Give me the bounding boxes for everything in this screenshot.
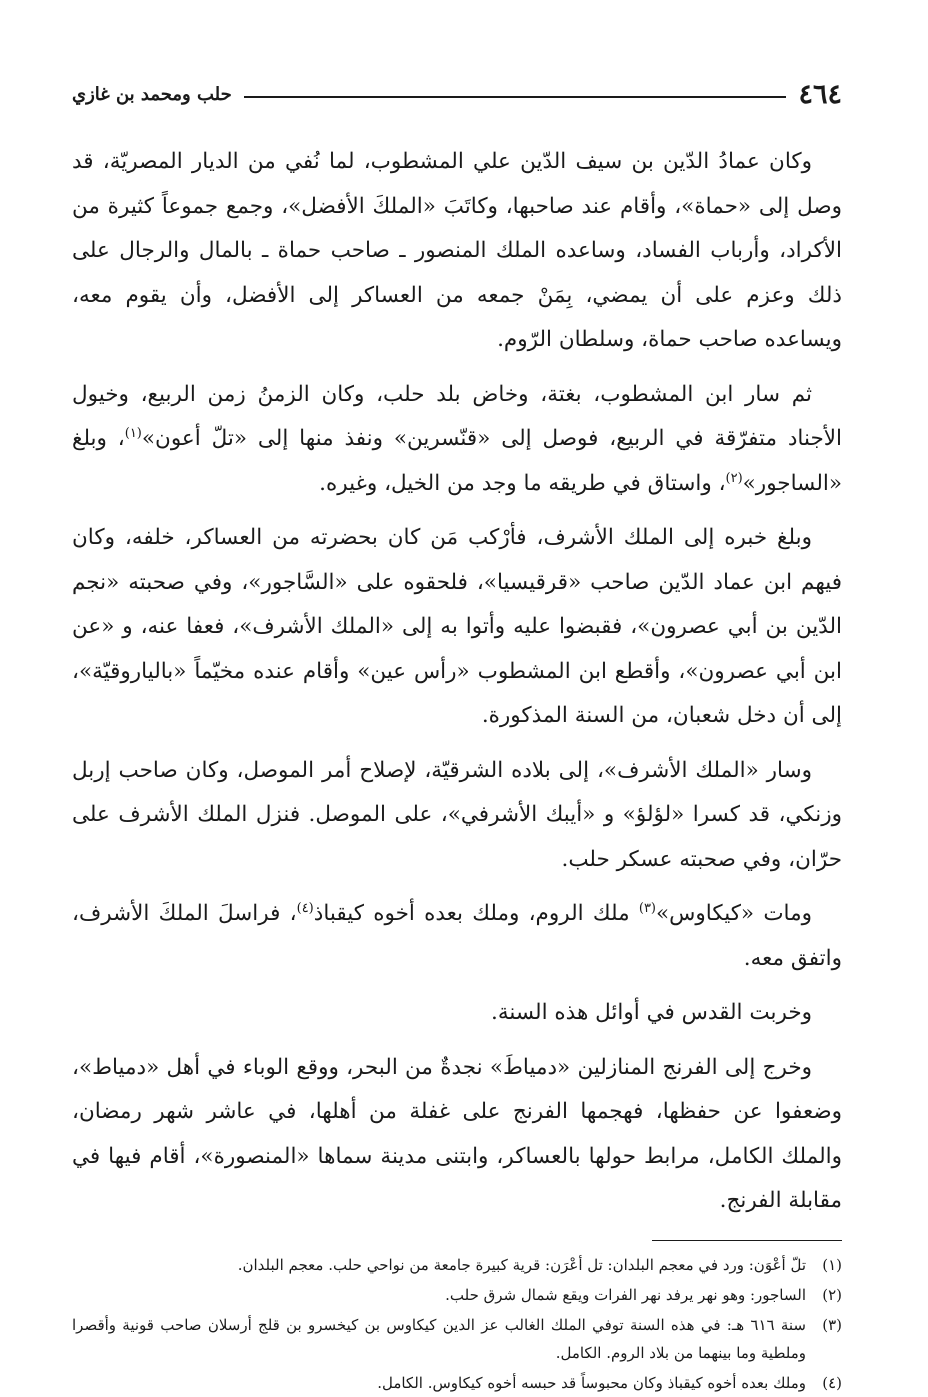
book-page (72, 70, 842, 1392)
running-title: حلب ومحمد بن غازي (72, 83, 232, 105)
footnotes (72, 1251, 842, 1397)
footnote-text: سنة ٦١٦ هـ: في هذه السنة توفي الملك الغالب عز الدين كيكاوس بن كيخسرو بن قلج أرسلان صاحب قونية وأقصرا وملطية وما بينهما من بلاد الروم. الكامل. (72, 1315, 807, 1362)
footnote (72, 1251, 842, 1279)
footnote-number: (٢) (822, 1285, 842, 1304)
footnote (72, 1369, 842, 1397)
footnote-text: تلّ أعْوَن: ورد في معجم البلدان: تل أعْرَن: قرية كبيرة جامعة من نواحي حلب. معجم البلدان. (237, 1255, 806, 1274)
running-header (72, 70, 842, 118)
paragraph-text: وخرج إلى الفرنج المنازلين «دمياطَ» نجدةٌ من البحر، ووقع الوباء في أهل «دمياط»، وضعفوا عن حفظها، فهجمها الفرنج على غفلة من أهلها، في عاشر شهر رمضان، والملك الكامل، مرابط حولها بالعساكر، وابتنى مدينة سماها «المنصورة»، أقام فيها في مقابلة الفرنج. (72, 1054, 842, 1213)
paragraph-text: وبلغ خبره إلى الملك الأشرف، فأرْكب مَن كان بحضرته من العساكر، خلفه، وكان فيهم ابن عماد الدّين صاحب «قرقيسيا»، فلحقوه على «السَّاجور»، وفي صحبته «نجم الدّين بن أبي عصرون»، فقبضوا عليه وأتوا به إلى «الملك الأشرف»، فعفا عنه، و «عن ابن أبي عصرون»، وأقطع ابن المشطوب «رأس عين» وأقام عنده مخيّماً «بالياروقيّة»، إلى أن دخل شعبان، من السنة المذكورة. (72, 525, 842, 728)
paragraph (72, 991, 842, 1036)
paragraph-text: وكان عمادُ الدّين بن سيف الدّين علي المشطوب، لما نُفي من الديار المصريّة، قد وصل إلى «حماة»، وأقام عند صاحبها، وكاتَبَ «الملكَ الأفضل»، وجمع جموعاً كثيرة من الأكراد، وأرباب الفساد، وساعده الملك المنصور ـ صاحب حماة ـ بالمال والرجال على ذلك وعزم على أن يمضي، بِمَنْ جمعه من العساكر إلى الأفضل، وأن يقوم معه، ويساعده صاحب حماة، وسلطان الرّوم. (72, 149, 842, 352)
footnote-reference: (٤) (296, 900, 314, 916)
footnote-text: الساجور: وهو نهر يرفد نهر الفرات ويقع شمال شرق حلب. (445, 1285, 806, 1304)
footnote-reference: (٢) (725, 470, 743, 486)
footnote-text: وملك بعده أخوه كيقباذ وكان محبوساً قد حبسه أخوه كيكاوس. الكامل. (377, 1373, 806, 1392)
paragraph (72, 1046, 842, 1224)
paragraph-text: ، وبلغ «الساجور» (72, 426, 842, 496)
footnote-number: (٣) (822, 1315, 842, 1334)
paragraph (72, 140, 842, 363)
paragraph (72, 749, 842, 883)
paragraph-text: ، فراسلَ الملكَ الأشرف، واتفق معه. (72, 901, 842, 971)
paragraph-text: ثم سار ابن المشطوب، بغتة، وخاض بلد حلب، وكان الزمنُ زمن الربيع، وخيول الأجناد متفرّقة في الربيع، فوصل إلى «قنّسرين» ونفذ منها إلى «تلّ أعون» (72, 381, 842, 451)
paragraph-text: ، واستاق في طريقه ما وجد من الخيل، وغيره. (319, 470, 726, 496)
paragraph (72, 373, 842, 507)
footnote-separator (652, 1240, 842, 1241)
footnote-reference: (١) (124, 425, 142, 441)
header-rule (244, 96, 787, 98)
main-text (72, 140, 842, 1224)
paragraph-text: ومات «كيكاوس» (656, 901, 813, 926)
paragraph-text: وخربت القدس في أوائل هذه السنة. (491, 1000, 812, 1025)
footnote-reference: (٣) (638, 900, 656, 916)
footnote-number: (٤) (822, 1373, 842, 1392)
footnote-number: (١) (822, 1255, 842, 1274)
paragraph-text: ملك الروم، وملك بعده أخوه كيقباذ (313, 901, 639, 926)
page-number: ٤٦٤ (798, 78, 842, 110)
footnote (72, 1311, 842, 1367)
paragraph (72, 892, 842, 981)
paragraph-text: وسار «الملك الأشرف»، إلى بلاده الشرقيّة، لإصلاح أمر الموصل، وكان صاحب إربل وزنكي، قد كسرا «لؤلؤ» و «أيبك الأشرفي»، على الموصل. فنزل الملك الأشرف على حرّان، وفي صحبته عسكر حلب. (72, 757, 842, 872)
paragraph (72, 516, 842, 739)
footnote (72, 1281, 842, 1309)
